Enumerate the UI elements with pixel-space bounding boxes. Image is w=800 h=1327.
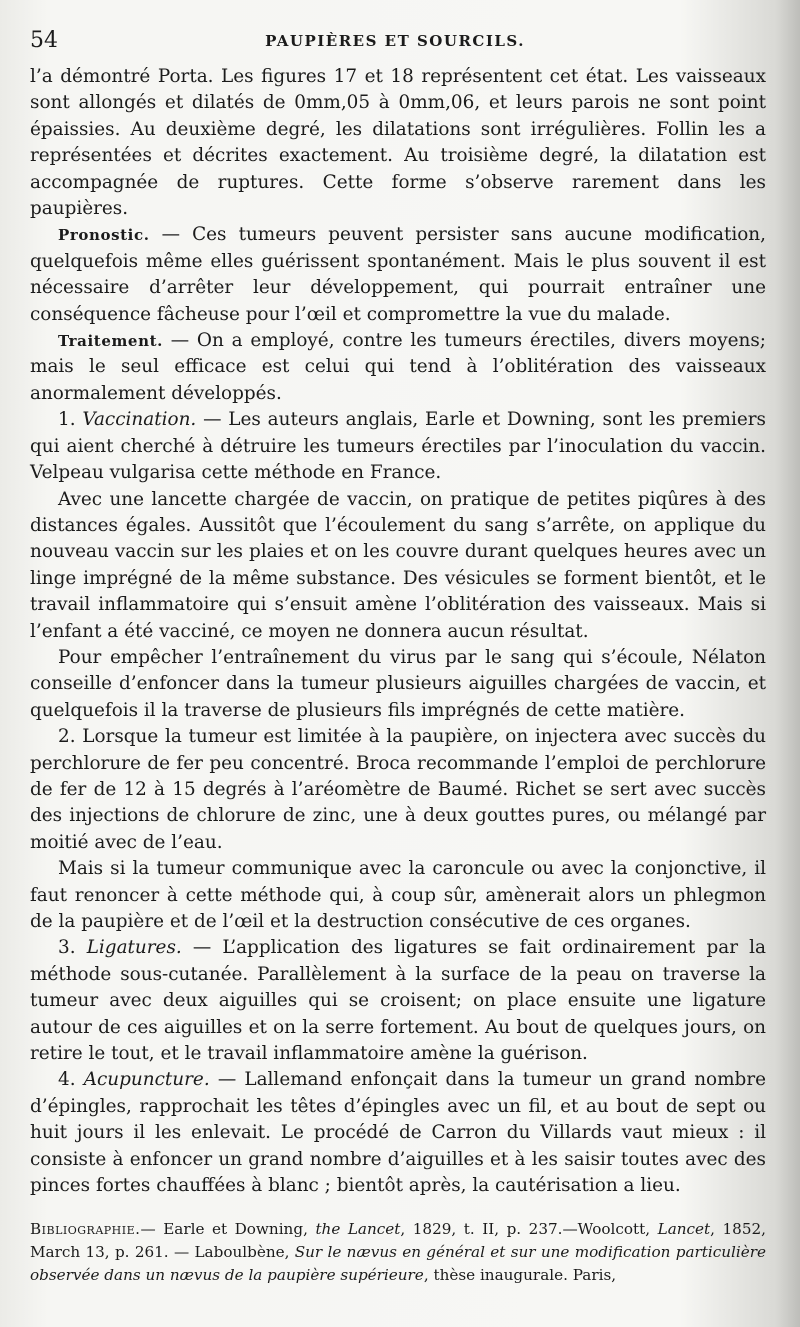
paragraph-lancette: Avec une lancette chargée de vaccin, on pratique de petites piqûres à des distances égales. Aussitôt que l’écoulement du sang s’arrête, on applique du nouveau vaccin sur les plaies et on les couvre durant quelques heures avec un linge imprégné de la même substance. Des vésicules se forment bientôt, et le travail inflammatoire qui s’ensuit amène l’oblitération des vaisseaux. Mais si l’enfant a été vacciné, ce moyen ne donnera aucun résultat.	[30, 488, 766, 642]
traitement-text: — On a employé, contre les tumeurs érectiles, divers moyens; mais le seul efficace est celui qui tend à l’oblitération des vaisseaux anormalement développés.	[30, 330, 766, 404]
acupuncture-title: Acupuncture.	[83, 1069, 210, 1091]
paragraph-pronostic	[30, 222, 766, 328]
acupuncture-number: 4.	[58, 1069, 84, 1091]
paragraph-perchlorure: 2. Lorsque la tumeur est limitée à la paupière, on injectera avec succès du perchlorure de fer peu concentré. Broca recommande l’emploi de perchlorure de fer de 12 à 15 degrés à l’aréomètre de Baumé. Richet se sert avec succès des injections de chlorure de zinc, une à deux gouttes pures, ou mélangé par moitié avec de l’eau.	[30, 726, 766, 853]
vaccination-title: Vaccination.	[82, 409, 197, 431]
paragraph-nelaton: Pour empêcher l’entraînement du virus par le sang qui s’écoule, Nélaton conseille d’enfoncer dans la tumeur plusieurs aiguilles chargées de vaccin, et quelquefois il la traverse de plusieurs fils imprégnés de cette matière.	[30, 646, 766, 721]
vaccination-number: 1.	[58, 409, 83, 431]
pronostic-text: — Ces tumeurs peuvent persister sans aucune modification, quelquefois même elles guérissent spontanément. Mais le plus souvent il est nécessaire d’arrêter leur développement, qui pourrait entraîner une conséquence fâcheuse pour l’œil et compromettre la vue du malade.	[30, 224, 766, 325]
acupuncture-text: — Lallemand enfonçait dans la tumeur un grand nombre d’épingles, rapprochait les têtes d’épingles avec un fil, et au bout de sept ou huit jours il les enlevait. Le procédé de Carron du Villards vaut mieux : il consiste à enfoncer un grand nombre d’aiguilles et à les saisir toutes avec des pinces fortes chauffées à blanc ; bientôt après, la cautérisation a lieu.	[30, 1069, 766, 1197]
bibliography-label: Bibliographie.	[30, 1220, 141, 1238]
ligatures-text: — L’application des ligatures se fait ordinairement par la méthode sous-cutanée. Parallèlement à la surface de la peau on traverse la tumeur avec deux aiguilles qui se croisent; on place ensuite une ligature autour de ces aiguilles et on la serre fortement. Au bout de quelques jours, on retire le tout, et le travail inflammatoire amène la guérison.	[30, 937, 766, 1065]
traitement-label: Traitement.	[58, 332, 163, 351]
vaccination-text: — Les auteurs anglais, Earle et Downing, sont les premiers qui aient cherché à détruire les tumeurs érectiles par l’inoculation du vaccin. Velpeau vulgarisa cette méthode en France.	[30, 409, 766, 484]
bibliography-text-3: , 1852, March 13, p. 261. — Laboulbène,	[30, 1220, 766, 1261]
bibliography-text-4: , thèse inaugurale. Paris,	[423, 1266, 617, 1284]
paragraph-acupuncture	[30, 1067, 766, 1199]
ligatures-number: 3.	[58, 937, 87, 959]
paragraph-vaccination	[30, 407, 766, 486]
body-text	[30, 64, 766, 1199]
bibliography	[30, 1218, 766, 1287]
ligatures-title: Ligatures.	[86, 937, 182, 959]
paragraph-ligatures	[30, 935, 766, 1067]
page-header	[30, 28, 760, 58]
bibliography-source-lancet-1: the Lancet	[315, 1220, 401, 1238]
pronostic-label: Pronostic.	[58, 226, 150, 245]
paragraph-caroncule: Mais si la tumeur communique avec la caroncule ou avec la conjonctive, il faut renoncer à cette méthode qui, à coup sûr, amènerait alors un phlegmon de la paupière et de l’œil et la destruction consécutive de ces organes.	[30, 858, 766, 932]
bibliography-text-1: — Earle et Downing,	[140, 1220, 316, 1238]
running-title: PAUPIÈRES ET SOURCILS.	[265, 32, 525, 50]
paragraph-traitement	[30, 328, 766, 407]
bibliography-thesis-title: Sur le nævus en général et sur une modification particulière observée dans un nævus de la paupière supérieure	[30, 1243, 766, 1284]
bibliography-text-2: , 1829, t. II, p. 237.—Woolcott,	[400, 1220, 658, 1238]
bibliography-source-lancet-2: Lancet	[657, 1220, 711, 1238]
page-number: 54	[30, 28, 58, 53]
paragraph-porta: l’a démontré Porta. Les figures 17 et 18 représentent cet état. Les vaisseaux sont allongés et dilatés de 0mm,05 à 0mm,06, et leurs parois ne sont point épaissies. Au deuxième degré, les dilatations sont irrégulières. Follin les a représentées et décrites exactement. Au troisième degré, la dilatation est accompagnée de ruptures. Cette forme s’observe rarement dans les paupières.	[30, 66, 766, 220]
